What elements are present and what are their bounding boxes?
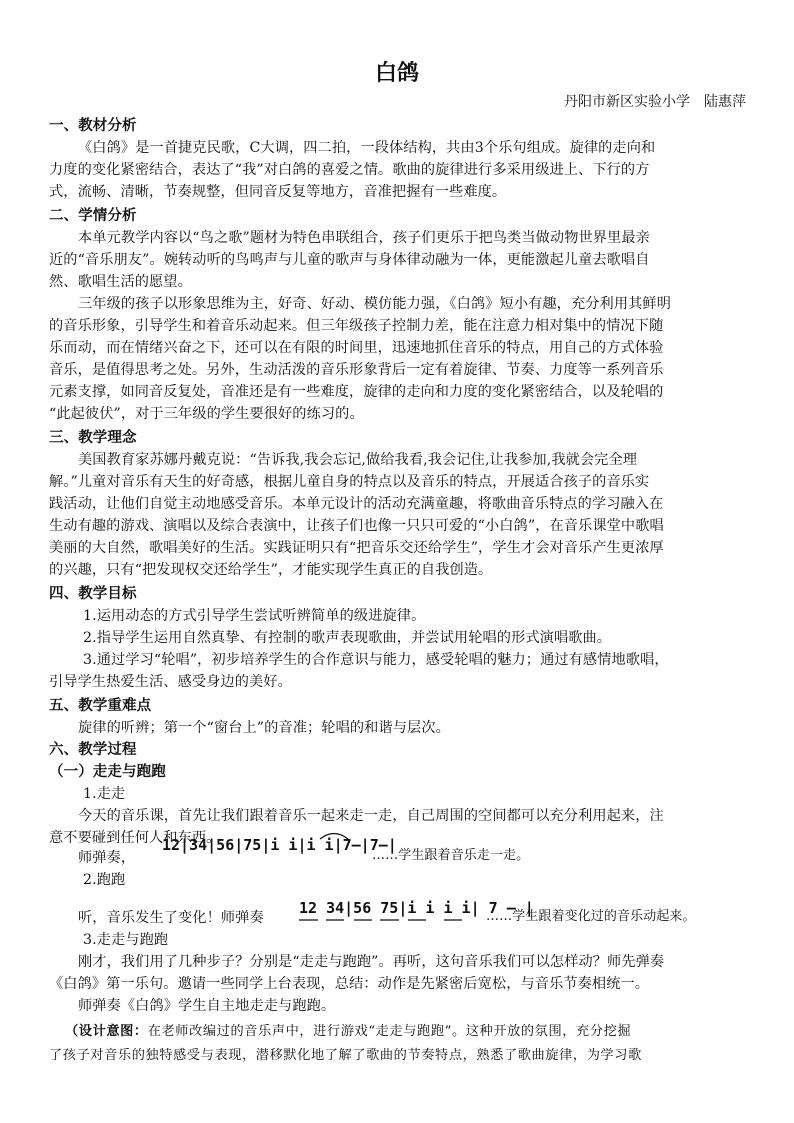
paragraph-line: 元素支撑，如同音反复处，音准还是有一些难度，旋律的走向和力度的变化紧密结合，以及轮唱的 bbox=[49, 384, 664, 400]
walk-notation: 12|34|56|75|i i|i i|7—|7—| bbox=[162, 836, 397, 854]
paragraph-line: 刚才，我们用了几种步子？分别是“走走与跑跑”。再听，这句音乐我们可以怎样动？师先弹奏 bbox=[78, 954, 665, 970]
paragraph-line: 三年级的孩子以形象思维为主，好奇、好动、模仿能力强，《白鸽》短小有趣，充分利用其鲜明 bbox=[78, 296, 671, 312]
design-intent-text: 在老师改编过的音乐声中，进行游戏“走走与跑跑”。这种开放的氛围，充分挖掘 bbox=[147, 1024, 632, 1039]
paragraph-line: 力度的变化紧密结合，表达了“我”对白鸽的喜爱之情。歌曲的旋律进行多采用级进上、下行的方 bbox=[49, 162, 650, 178]
section-heading-analysis: 一、教材分析 bbox=[49, 118, 137, 134]
paragraph-line: 的兴趣，只有“把发现权交还给学生”，才能实现学生真正的自我创造。 bbox=[49, 562, 493, 578]
section-heading-process: 六、教学过程 bbox=[49, 742, 137, 758]
run-notation: 12 34|56 75|i i i i| 7 — | bbox=[299, 899, 534, 917]
section-heading-goals: 四、教学目标 bbox=[49, 586, 137, 602]
design-intent-line bbox=[65, 1022, 765, 1042]
paragraph-line: 本单元教学内容以“鸟之歌”题材为特色串联组合，孩子们更乐于把鸟类当做动物世界里最亲 bbox=[78, 230, 650, 246]
paragraph-line: 美国教育家苏娜丹戴克说：“告诉我,我会忘记,做给我看,我会记住,让我参加,我就会完全理 bbox=[78, 452, 638, 468]
paragraph-line: 《白鸽》第一乐句。邀请一些同学上台表现，总结：动作是先紧密后宽松，与音乐节奏相统一。 bbox=[49, 976, 650, 992]
paragraph-line: 践活动，让他们自觉主动地感受音乐。本单元设计的活动充满童趣，将歌曲音乐特点的学习融入在 bbox=[49, 496, 664, 512]
paragraph-line: 乐而动，而在情绪兴奋之下，还可以在有限的时间里，迅速地抓住音乐的特点，用自己的方式体验 bbox=[49, 340, 664, 356]
run-play-label: 听，音乐发生了变化！师弹奏 bbox=[78, 910, 264, 926]
paragraph-line: 今天的音乐课，首先让我们跟着音乐一起来走一走，自己周围的空间都可以充分利用起来，注 bbox=[78, 808, 664, 824]
paragraph-line: 近的“音乐朋友”。婉转动听的鸟鸣声与儿童的歌声与身体律动融为一体，更能激起儿童去歌唱自 bbox=[49, 252, 650, 268]
section-heading-students: 二、学情分析 bbox=[49, 208, 137, 224]
goal-item: 3.通过学习“轮唱”，初步培养学生的合作意识与能力，感受轮唱的魅力；通过有感情地歌唱， bbox=[83, 652, 669, 668]
paragraph-line: 生动有趣的游戏、演唱以及综合表演中，让孩子们也像一只只可爱的“小白鸽”，在音乐课堂中歌唱 bbox=[49, 518, 664, 534]
page-title: 白鸽 bbox=[374, 61, 419, 86]
paragraph-line: 旋律的听辨；第一个“窗台上”的音准；轮唱的和谐与层次。 bbox=[78, 720, 450, 736]
step-title-walk: 1.走走 bbox=[83, 786, 126, 802]
walk-play-label: 师弹奏， bbox=[78, 850, 136, 866]
tie-arc bbox=[318, 830, 350, 840]
goal-item-continued: 引导学生热爱生活、感受身边的美好。 bbox=[49, 674, 292, 690]
subsection-heading: （一）走走与跑跑 bbox=[49, 764, 166, 780]
step-title-run: 2.跑跑 bbox=[83, 872, 126, 888]
paragraph-line: 意不要碰到任何人和东西。 bbox=[49, 830, 221, 846]
paragraph-line: 的音乐形象，引导学生和着音乐动起来。但三年级孩子控制力差，能在注意力相对集中的情况下随 bbox=[49, 318, 664, 334]
section-heading-key-points: 五、教学重难点 bbox=[49, 698, 152, 714]
author-line: 丹阳市新区实验小学 陆惠萍 bbox=[564, 94, 746, 110]
eighth-note-underlines bbox=[299, 918, 479, 924]
step-title-walk-run: 3.走走与跑跑 bbox=[83, 932, 169, 948]
goal-item: 2.指导学生运用自然真挚、有控制的歌声表现歌曲，并尝试用轮唱的形式演唱歌曲。 bbox=[83, 630, 612, 646]
design-intent-line: 了孩子对音乐的独特感受与表现，潜移默化地了解了歌曲的节奏特点，熟悉了歌曲旋律，为学习歌 bbox=[49, 1048, 642, 1063]
walk-instruction: ……学生跟着音乐走一走。 bbox=[372, 848, 530, 863]
paragraph-line: 音乐，是值得思考之处。另外，生动活泼的音乐形象背后一定有着旋律、节奏、力度等一系列音乐 bbox=[49, 362, 664, 378]
paragraph-line: 然、歌唱生活的愿望。 bbox=[49, 274, 192, 290]
paragraph-line: 式，流畅、清晰，节奏规整，但同音反复等地方，音准把握有一些难度。 bbox=[49, 184, 507, 200]
paragraph-line: 美丽的大自然，歌唱美好的生活。实践证明只有“把音乐交还给学生”，学生才会对音乐产生更浓厚 bbox=[49, 540, 664, 556]
paragraph-line: 解。”儿童对音乐有天生的好奇感，根据儿童自身的特点以及音乐的特点，开展适合孩子的音乐实 bbox=[49, 474, 650, 490]
section-heading-philosophy: 三、教学理念 bbox=[49, 430, 137, 446]
paragraph-line: “此起彼伏”，对于三年级的学生要很好的练习的。 bbox=[49, 406, 364, 422]
goal-item: 1.运用动态的方式引导学生尝试听辨简单的级进旋律。 bbox=[83, 608, 426, 624]
paragraph-line: 师弹奏《白鸽》学生自主地走走与跑跑。 bbox=[78, 998, 336, 1014]
design-intent-label: （设计意图： bbox=[65, 1024, 148, 1039]
paragraph-line: 《白鸽》是一首捷克民歌，C大调，四二拍，一段体结构，共由3个乐句组成。旋律的走向和 bbox=[78, 140, 656, 156]
run-instruction: ……学生跟着变化过的音乐动起来。 bbox=[486, 909, 696, 924]
